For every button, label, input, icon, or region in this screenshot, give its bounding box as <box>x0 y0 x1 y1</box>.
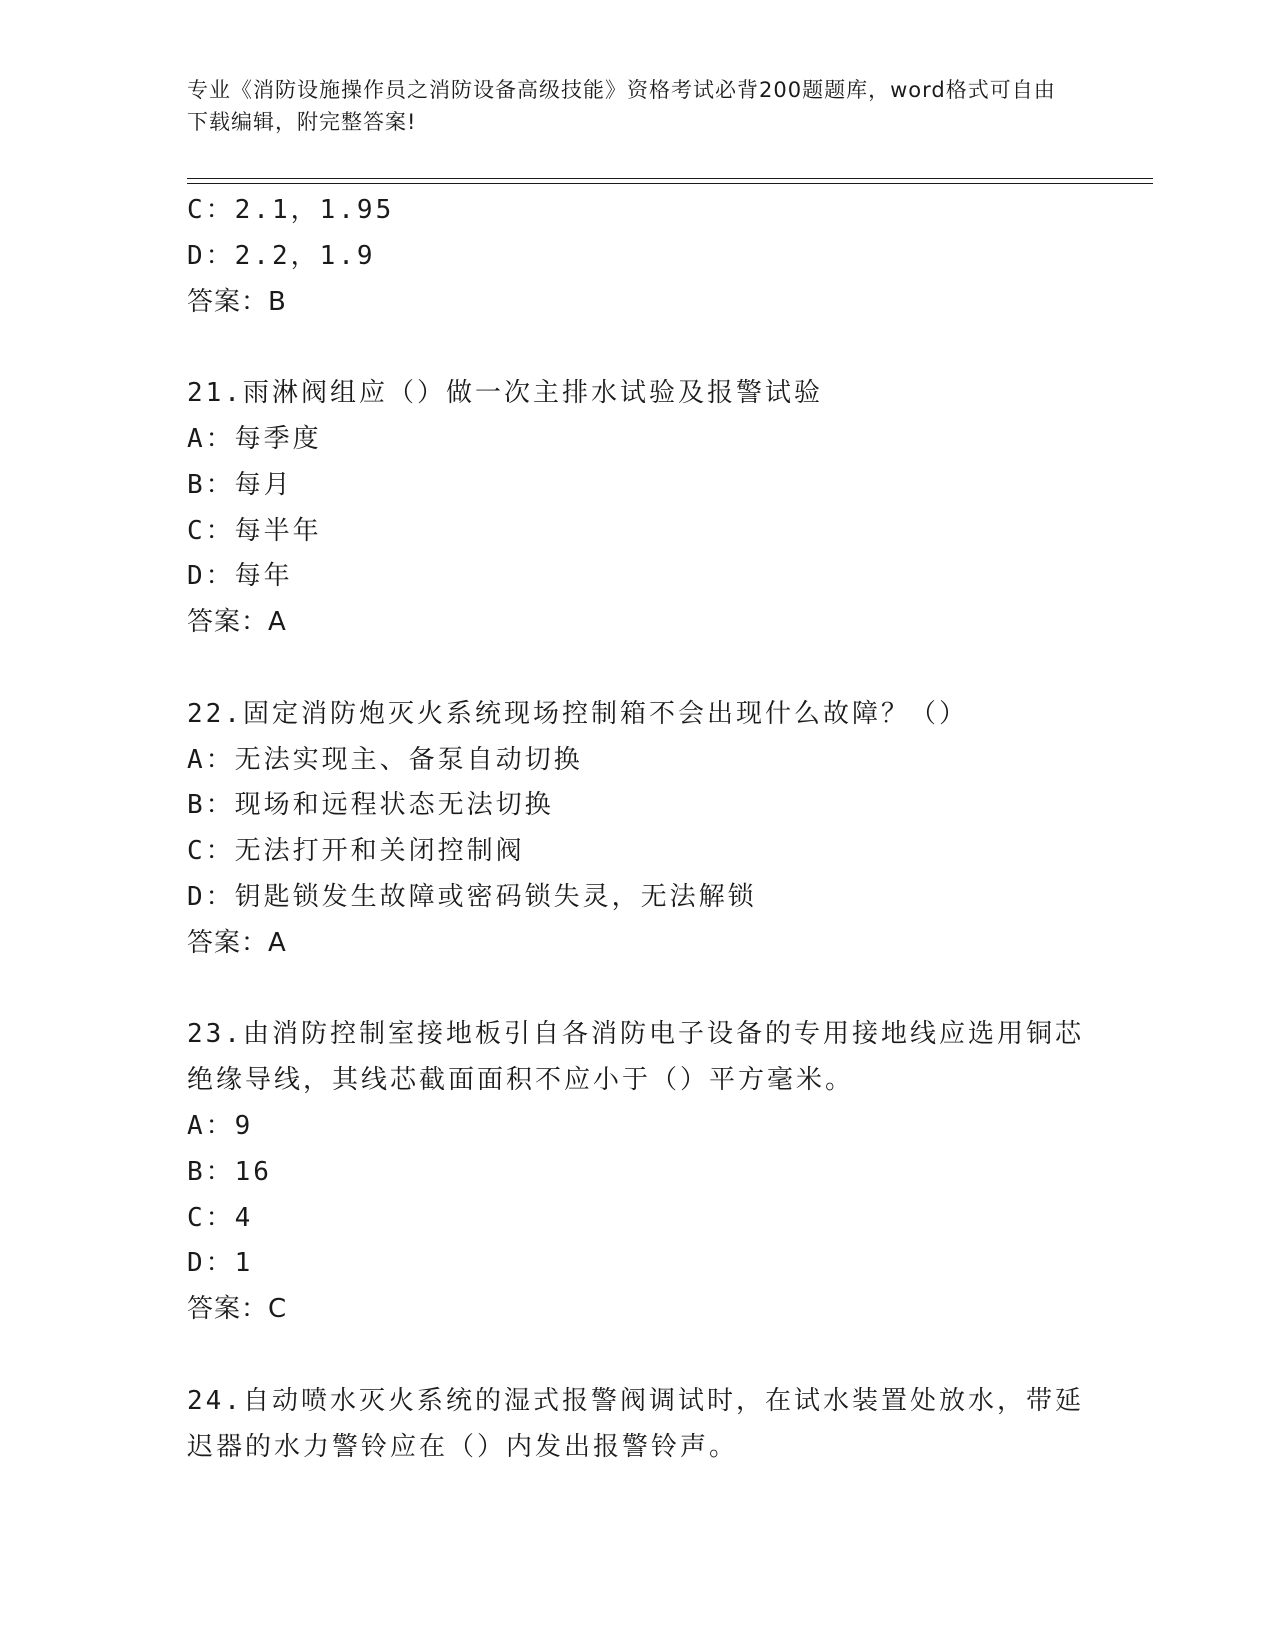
option-c: C：4 <box>187 1202 254 1233</box>
question-stem: 21.雨淋阀组应（）做一次主排水试验及报警试验 <box>187 378 823 409</box>
question-stem: 24.自动喷水灭火系统的湿式报警阀调试时，在试水装置处放水，带延迟器的水力警铃应在（）内发出报警铃声。 <box>187 1385 1084 1462</box>
option-c: C：2.1，1.95 <box>187 195 395 225</box>
option-b: B：16 <box>187 1156 272 1187</box>
option-c: C：无法打开和关闭控制阀 <box>187 836 525 867</box>
spacer <box>187 967 1087 1013</box>
spacer <box>187 325 1087 371</box>
question-21 <box>187 371 1087 646</box>
answer: 答案：A <box>187 607 287 638</box>
answer: 答案：A <box>187 927 287 958</box>
question-23 <box>187 1012 1087 1333</box>
option-b: B：每月 <box>187 469 293 500</box>
document-body <box>187 188 1087 1470</box>
question-stem: 23.由消防控制室接地板引自各消防电子设备的专用接地线应选用铜芯绝缘导线，其线芯截面面积不应小于（）平方毫米。 <box>187 1019 1084 1096</box>
option-c: C：每半年 <box>187 515 322 546</box>
option-d: D：1 <box>187 1248 254 1279</box>
option-d: D：每年 <box>187 561 293 592</box>
question-stem: 22.固定消防炮灭火系统现场控制箱不会出现什么故障？（） <box>187 698 968 729</box>
spacer <box>187 646 1087 692</box>
question-24 <box>187 1379 1087 1471</box>
option-d: D：2.2，1.9 <box>187 240 376 271</box>
option-b: B：现场和远程状态无法切换 <box>187 790 554 821</box>
option-a: A：9 <box>187 1110 254 1141</box>
option-a: A：每季度 <box>187 423 322 454</box>
option-a: A：无法实现主、备泵自动切换 <box>187 744 583 775</box>
answer: 答案：C <box>187 1294 288 1325</box>
header-divider-bottom <box>187 183 1153 184</box>
answer: 答案：B <box>187 286 287 317</box>
header-divider-top <box>187 178 1153 179</box>
question-22 <box>187 692 1087 967</box>
spacer <box>187 1333 1087 1379</box>
option-d: D：钥匙锁发生故障或密码锁失灵，无法解锁 <box>187 881 757 912</box>
document-header: 专业《消防设施操作员之消防设备高级技能》资格考试必背200题题库，word格式可自由下载编辑，附完整答案! <box>187 78 1056 134</box>
